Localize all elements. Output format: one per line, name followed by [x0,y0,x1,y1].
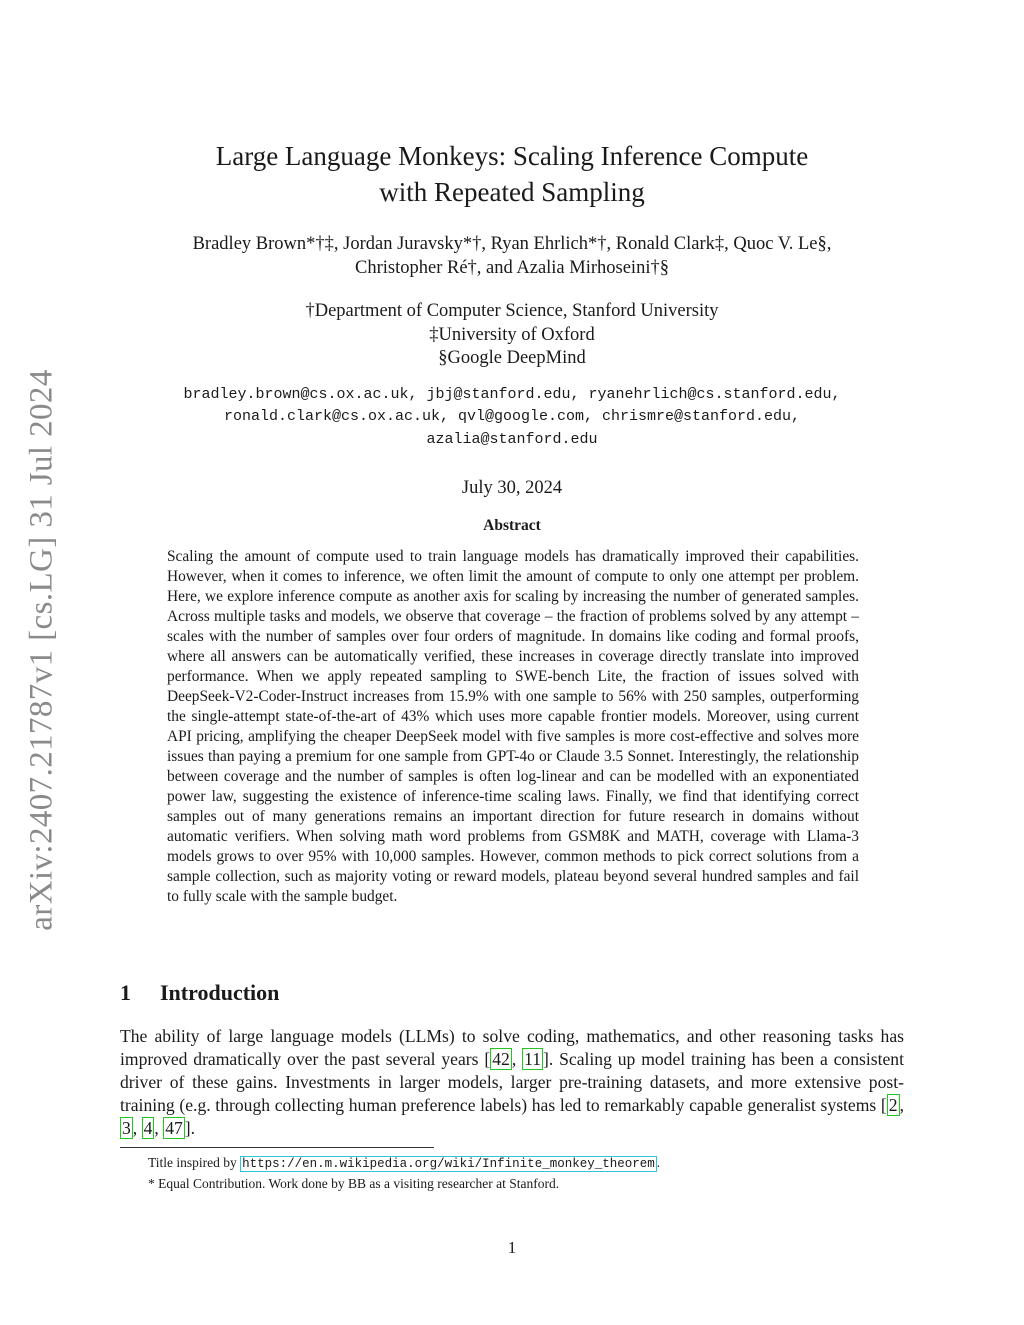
citation-link[interactable]: 47 [165,1118,183,1138]
page-number: 1 [507,1238,517,1257]
footnote-prefix: Title inspired by [148,1155,241,1170]
section-number: 1 [120,980,131,1005]
citation-separator: , [511,1049,523,1069]
intro-text-1: The ability of large language models (LLMs) to solve coding, mathematics, and other reasoning tasks has improved dramatically over the past several years [ [120,1026,904,1069]
footnote-title-inspiration [148,1153,660,1174]
citation-separator: , [899,1095,904,1115]
citation-link[interactable]: 42 [492,1049,510,1069]
wikipedia-url-link[interactable]: https://en.m.wikipedia.org/wiki/Infinite_monkey_theorem [242,1157,655,1171]
footnote-suffix: . [656,1155,661,1170]
citation-link[interactable]: 4 [143,1118,153,1138]
email-line-2: ronald.clark@cs.ox.ac.uk, qvl@google.com, chrismre@stanford.edu, [223,408,801,425]
email-list [0,384,1024,452]
citation-link[interactable]: 11 [524,1049,542,1069]
affiliation-list [0,300,1024,371]
citation-separator: , [132,1118,142,1138]
intro-text-2: ]. Scaling up model training has been a consistent driver of these gains. Investments in larger models, larger pre-training datasets, and more extensive post-training (e.g. through collecting human preference labels) has led to remarkably capable generalist systems [ [120,1049,904,1115]
paper-title [0,138,1024,210]
title-line-1: Large Language Monkeys: Scaling Inference Compute [215,141,809,171]
arxiv-identifier-stamp: arXiv:2407.21787v1 [cs.LG] 31 Jul 2024 [23,369,60,931]
abstract-heading: Abstract [483,517,541,534]
intro-text-3: ]. [184,1118,196,1138]
footnote-divider [120,1147,434,1148]
affiliation-oxford: ‡University of Oxford [429,324,595,345]
email-line-3: azalia@stanford.edu [426,430,598,448]
citation-link[interactable]: 3 [122,1118,131,1138]
section-title: Introduction [160,980,280,1005]
citation-separator: , [154,1118,164,1138]
publication-date: July 30, 2024 [461,478,563,498]
affiliation-stanford: †Department of Computer Science, Stanford University [305,301,719,321]
footnote-equal-contribution: * Equal Contribution. Work done by BB as a visiting researcher at Stanford. [148,1176,560,1191]
citation-link[interactable]: 2 [888,1095,898,1115]
intro-paragraph [120,1025,904,1140]
footnotes [148,1153,660,1193]
title-line-2: with Repeated Sampling [379,177,645,207]
section-heading [120,980,279,1006]
author-list [0,232,1024,280]
email-line-1: bradley.brown@cs.ox.ac.uk, jbj@stanford.edu, ryanehrlich@cs.stanford.edu, [183,385,841,403]
paper-header [0,138,1024,499]
abstract-text: Scaling the amount of compute used to train language models has dramatically improved their capabilities. However, when it comes to inference, we often limit the amount of compute to only one attempt per problem. Here, we explore inference compute as another axis for scaling by increasing the number of generated samples. Across multiple tasks and models, we observe that coverage – the fraction of problems solved by any attempt – scales with the number of samples over four orders of magnitude. In domains like coding and formal proofs, where all answers can be automatically verified, these increases in coverage directly translate into improved performance. When we apply repeated sampling to SWE-bench Lite, the fraction of issues solved with DeepSeek-V2-Coder-Instruct increases from 15.9% with one sample to 56% with 250 samples, outperforming the single-attempt state-of-the-art of 43% which uses more capable frontier models. Moreover, using current API pricing, amplifying the cheaper DeepSeek model with five samples is more cost-effective and solves more issues than paying a premium for one sample from GPT-4o or Claude 3.5 Sonnet. Interestingly, the relationship between coverage and the number of samples is often log-linear and can be modelled with an exponentiated power law, suggesting the existence of inference-time scaling laws. Finally, we find that identifying correct samples out of many generations remains an important direction for future research in domains without automatic verifiers. When solving math word problems from GSM8K and MATH, coverage with Llama-3 models grows to over 95% with 10,000 samples. However, common methods to pick correct solutions from a sample collection, such as majority voting or reward models, plateau beyond several hundred samples and fail to fully scale with the sample budget. [167,548,859,905]
authors-line-1: Bradley Brown*†‡, Jordan Juravsky*†, Ryan Ehrlich*†, Ronald Clark‡, Quoc V. Le§, [192,234,832,254]
authors-line-2: Christopher Ré†, and Azalia Mirhoseini†§ [355,258,669,278]
affiliation-deepmind: §Google DeepMind [438,348,586,368]
